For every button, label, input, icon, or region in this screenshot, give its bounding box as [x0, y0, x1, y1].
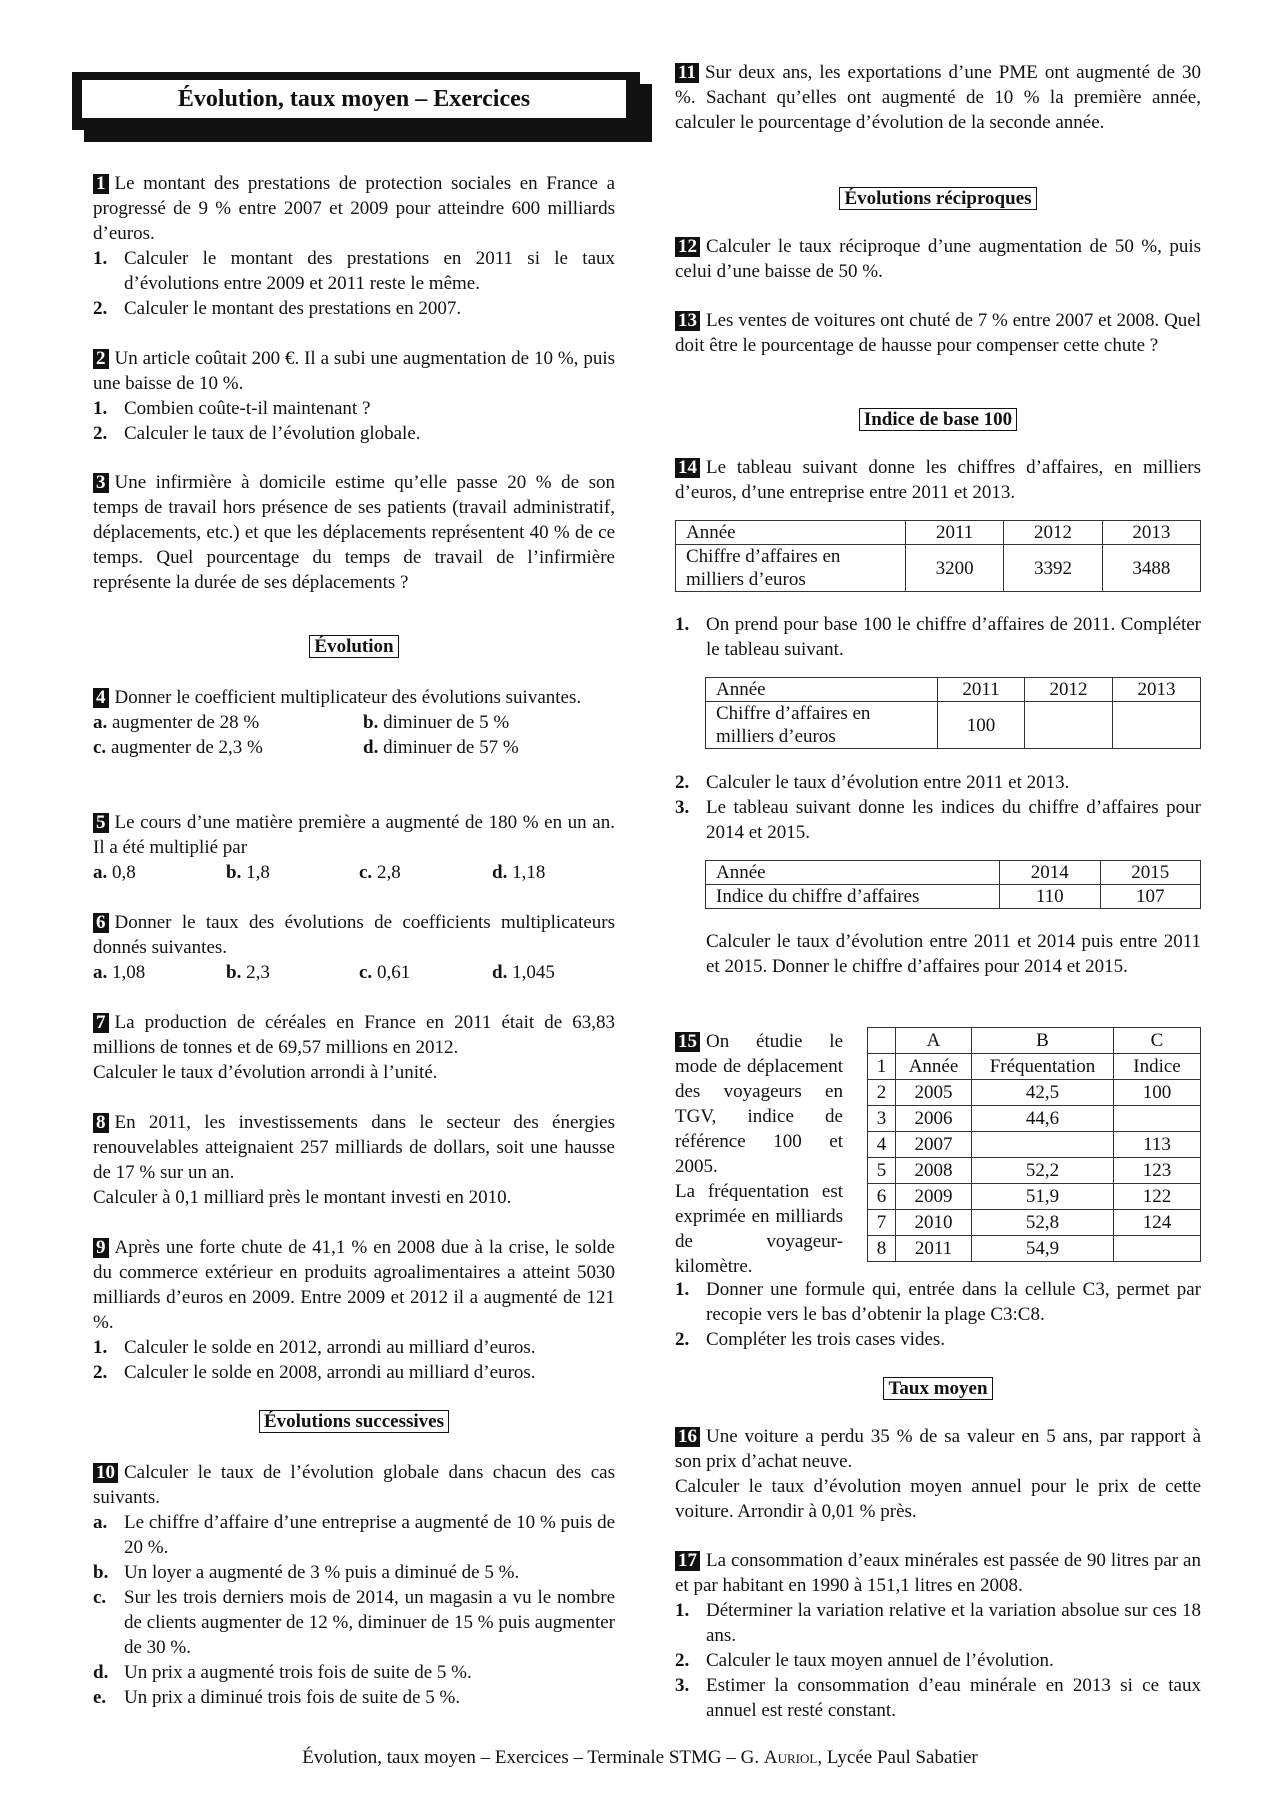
table-row: Chiffre d’affaires en milliers d’euros 3200 3392 3488: [676, 545, 1201, 592]
spreadsheet-table: [867, 1027, 1201, 1262]
question: 1. On prend pour base 100 le chiffre d’affaires de 2011. Compléter le tableau suivant.: [675, 614, 1201, 660]
table-row: 6 2009 51,9 122: [868, 1184, 1201, 1210]
exercise-number: 2: [93, 349, 109, 369]
exercise-number: 16: [675, 1427, 700, 1447]
exercise-3: [93, 470, 615, 595]
exercise-text: En 2011, les investissements dans le secteur des énergies renouvelables atteignaient 257 milliards de dollars, soit une hausse de 17 % sur un an.: [93, 1112, 615, 1183]
exercise-number: 8: [93, 1113, 109, 1133]
question-text: Calculer le taux d’évolution entre 2011 et 2014 puis entre 2011 et 2015. Donner le chiffre d’affaires pour 2014 et 2015.: [706, 931, 1201, 977]
question: 2. Calculer le taux d’évolution entre 2011 et 2013.: [675, 772, 1070, 793]
question: 1. Calculer le solde en 2012, arrondi au milliard d’euros.: [93, 1337, 536, 1358]
exercise-2: [93, 346, 615, 446]
exercise-number: 1: [93, 174, 109, 194]
table-row: 4 2007 113: [868, 1132, 1201, 1158]
question: 1. Déterminer la variation relative et la variation absolue sur ces 18 ans.: [675, 1600, 1201, 1646]
exercise-number: 14: [675, 458, 700, 478]
exercise-number: 17: [675, 1551, 700, 1571]
exercise-number: 11: [675, 63, 699, 83]
exercise-text: On étudie le mode de déplacement des voyageurs en TGV, indice de référence 100 et 2005.: [675, 1031, 843, 1177]
question: 1. Combien coûte-t-il maintenant ?: [93, 398, 371, 419]
exercise-text: Sur deux ans, les exportations d’une PME ont augmenté de 30 %. Sachant qu’elles ont augmenté de 10 % la première année, calculer le pourcentage d’évolution de la seconde année.: [675, 62, 1201, 133]
questions: [675, 770, 1201, 845]
question: 1. Calculer le montant des prestations en 2011 si le taux d’évolutions entre 2009 et 2011 reste le même.: [93, 248, 615, 294]
question: c. Sur les trois derniers mois de 2014, un magasin a vu le nombre de clients augmenter de 12 %, diminuer de 15 % puis augmenter de 30 %.: [93, 1587, 615, 1658]
exercise-number: 15: [675, 1032, 700, 1052]
exercise-text: La consommation d’eaux minérales est passée de 90 litres par an et par habitant en 1990 à 151,1 litres en 2008.: [675, 1550, 1201, 1596]
exercise-text: Les ventes de voitures ont chuté de 7 % entre 2007 et 2008. Quel doit être le pourcentage de hausse pour compenser cette chute ?: [675, 310, 1201, 356]
table-row: Chiffre d’affaires en milliers d’euros 100: [706, 702, 1201, 749]
exercise-number: 5: [93, 813, 109, 833]
question: 2. Compléter les trois cases vides.: [675, 1329, 946, 1350]
question: 2. Calculer le montant des prestations en 2007.: [93, 298, 462, 319]
exercise-text: Calculer le taux d’évolution moyen annuel pour le prix de cette voiture. Arrondir à 0,01 % près.: [675, 1476, 1201, 1522]
exercise-text: Le tableau suivant donne les chiffres d’affaires, en milliers d’euros, d’une entreprise entre 2011 et 2013.: [675, 457, 1201, 503]
table-row: 1 Année Fréquentation Indice: [868, 1054, 1201, 1080]
table-row: 3 2006 44,6: [868, 1106, 1201, 1132]
exercise-text: Calculer le taux d’évolution arrondi à l’unité.: [93, 1062, 438, 1083]
exercise-15: [675, 1029, 843, 1279]
question: 2. Calculer le taux moyen annuel de l’évolution.: [675, 1650, 1054, 1671]
questions: [675, 1277, 1201, 1352]
exercise-number: 13: [675, 311, 700, 331]
table-row: 7 2010 52,8 124: [868, 1210, 1201, 1236]
exercise-text: Le montant des prestations de protection sociales en France a progressé de 9 % entre 2007 et 2009 pour atteindre 600 milliards d’euros.: [93, 173, 615, 244]
exercise-text: La production de céréales en France en 2011 était de 63,83 millions de tonnes et de 69,57 millions en 2012.: [93, 1012, 615, 1058]
section-heading-evolution: Évolution: [93, 634, 615, 659]
exercise-text: Donner le taux des évolutions de coefficients multiplicateurs donnés suivantes.: [93, 912, 615, 958]
question: 3. Estimer la consommation d’eau minérale en 2013 si ce taux annuel est resté constant.: [675, 1675, 1201, 1721]
section-heading-successives: Évolutions successives: [93, 1409, 615, 1434]
exercise-text: Le cours d’une matière première a augmenté de 180 % en un an. Il a été multiplié par: [93, 812, 615, 858]
table-row: Année 2011 2012 2013: [706, 678, 1201, 702]
exercise-number: 9: [93, 1238, 109, 1258]
exercise-number: 10: [93, 1463, 118, 1483]
question: a. Le chiffre d’affaire d’une entreprise a augmenté de 10 % puis de 20 %.: [93, 1512, 615, 1558]
exercise-9: [93, 1235, 615, 1385]
table-row: Année 2011 2012 2013: [676, 521, 1201, 545]
exercise-text: La fréquentation est exprimée en milliards de voyageur-kilomètre.: [675, 1181, 843, 1277]
exercise-number: 12: [675, 237, 700, 257]
question: d. Un prix a augmenté trois fois de suite de 5 %.: [93, 1662, 472, 1683]
exercise-text: Calculer à 0,1 milliard près le montant investi en 2010.: [93, 1187, 512, 1208]
page-footer: Évolution, taux moyen – Exercices – Terminale STMG – G. Auriol, Lycée Paul Sabatier: [302, 1747, 978, 1768]
table-chiffre-affaires: [675, 520, 1201, 592]
table-indice-2014-2015: [705, 860, 1201, 909]
section-heading-indice: Indice de base 100: [675, 407, 1201, 432]
page-title: Évolution, taux moyen – Exercices: [80, 78, 628, 120]
exercise-text: Un article coûtait 200 €. Il a subi une augmentation de 10 %, puis une baisse de 10 %.: [93, 348, 615, 394]
exercise-12: [675, 234, 1201, 284]
exercise-text: Calculer le taux de l’évolution globale dans chacun des cas suivants.: [93, 1462, 615, 1508]
table-row: 2 2005 42,5 100: [868, 1080, 1201, 1106]
exercise-5: [93, 810, 615, 885]
question: 2. Calculer le solde en 2008, arrondi au milliard d’euros.: [93, 1362, 536, 1383]
question: b. Un loyer a augmenté de 3 % puis a diminué de 5 %.: [93, 1562, 520, 1583]
exercise-number: 7: [93, 1013, 109, 1033]
table-row: 8 2011 54,9: [868, 1236, 1201, 1262]
table-row: A B C: [868, 1028, 1201, 1054]
exercise-text: Donner le coefficient multiplicateur des évolutions suivantes.: [114, 687, 582, 708]
options: a. 1,08 b. 2,3 c. 0,61 d. 1,045: [93, 962, 555, 983]
question: 2. Calculer le taux de l’évolution globale.: [93, 423, 421, 444]
exercise-number: 3: [93, 473, 109, 493]
exercise-13: [675, 308, 1201, 358]
exercise-16: [675, 1424, 1201, 1524]
options: a. augmenter de 28 % b. diminuer de 5 % c. augmenter de 2,3 % d. diminuer de 57 %: [93, 712, 519, 758]
table-row: Année 2014 2015: [706, 861, 1201, 885]
section-heading-reciproques: Évolutions réciproques: [675, 186, 1201, 211]
question: e. Un prix a diminué trois fois de suite de 5 %.: [93, 1687, 461, 1708]
exercise-number: 4: [93, 688, 109, 708]
exercise-number: 6: [93, 913, 109, 933]
question: 3. Le tableau suivant donne les indices du chiffre d’affaires pour 2014 et 2015.: [675, 797, 1201, 843]
exercise-text: Après une forte chute de 41,1 % en 2008 due à la crise, le solde du commerce extérieur en produits agroalimentaires a atteint 5030 milliards d’euros en 2009. Entre 2009 et 2012 il a augmenté de 121 %.: [93, 1237, 615, 1333]
options: a. 0,8 b. 1,8 c. 2,8 d. 1,18: [93, 862, 546, 883]
table-row: 5 2008 52,2 123: [868, 1158, 1201, 1184]
exercise-1: [93, 171, 615, 321]
table-row: Indice du chiffre d’affaires 110 107: [706, 885, 1201, 909]
exercise-10: [93, 1460, 615, 1710]
section-heading-taux-moyen: Taux moyen: [675, 1376, 1201, 1401]
exercise-11: [675, 60, 1201, 135]
exercise-text: Une infirmière à domicile estime qu’elle passe 20 % de son temps de travail hors présence de ses patients (travail administratif, déplacements, etc.) et que les déplacements représentent 40 % de ce temps. Quel pourcentage du temps de travail de l’infirmière représente la durée de ses déplacements ?: [93, 472, 615, 593]
exercise-8: [93, 1110, 615, 1210]
exercise-7: [93, 1010, 615, 1085]
exercise-text: Calculer le taux réciproque d’une augmentation de 50 %, puis celui d’une baisse de 50 %.: [675, 236, 1201, 282]
table-indice-base: [705, 677, 1201, 749]
exercise-6: [93, 910, 615, 985]
exercise-4: [93, 685, 615, 760]
exercise-14: [675, 455, 1201, 505]
exercise-17: [675, 1548, 1201, 1723]
question: 1. Donner une formule qui, entrée dans la cellule C3, permet par recopie vers le bas d’obtenir la plage C3:C8.: [675, 1279, 1201, 1325]
exercise-text: Une voiture a perdu 35 % de sa valeur en 5 ans, par rapport à son prix d’achat neuve.: [675, 1426, 1201, 1472]
